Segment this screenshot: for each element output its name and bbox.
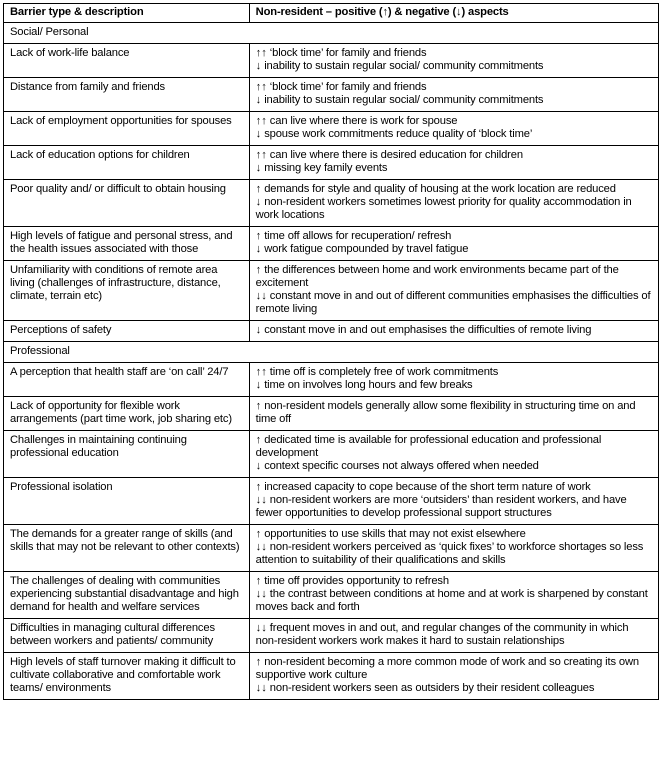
aspect-text: time off provides opportunity to refresh (261, 575, 449, 587)
aspect-text: inability to sustain regular social/ community commitments (261, 60, 544, 72)
aspects-cell (249, 525, 658, 572)
aspect-item (256, 541, 652, 567)
aspect-text: opportunities to use skills that may not exist elsewhere (261, 528, 526, 540)
barriers-table (3, 3, 659, 700)
aspects-cell (249, 431, 658, 478)
aspect-text: time off allows for recuperation/ refresh (261, 230, 452, 242)
aspects-cell (249, 478, 658, 525)
table-row (4, 525, 659, 572)
table-row (4, 78, 659, 112)
aspect-item (256, 366, 652, 379)
section-row (4, 23, 659, 44)
aspect-item (256, 460, 652, 473)
negative-arrow-icon: ↓↓ (255, 682, 267, 694)
barrier-cell: The challenges of dealing with communities experiencing substantial disadvantage and high demand for health and welfare services (4, 572, 250, 619)
section-title: Social/ Personal (4, 23, 659, 44)
positive-arrow-icon: ↑ (255, 656, 262, 668)
aspects-cell (249, 363, 658, 397)
aspect-text: constant move in and out of different communities emphasises the difficulties of remote living (255, 290, 651, 315)
aspects-cell (249, 227, 658, 261)
barrier-cell: Lack of employment opportunities for spouses (4, 112, 250, 146)
positive-arrow-icon: ↑ (255, 481, 262, 493)
aspects-cell (249, 78, 658, 112)
positive-arrow-icon: ↑ (255, 400, 262, 412)
aspect-text: time on involves long hours and few breaks (261, 379, 473, 391)
aspect-text: demands for style and quality of housing at the work location are reduced (261, 183, 616, 195)
negative-arrow-icon: ↓ (255, 379, 262, 391)
table-row (4, 363, 659, 397)
aspect-text: the differences between home and work environments became part of the excitement (255, 264, 619, 289)
barrier-cell: Lack of opportunity for flexible work arrangements (part time work, job sharing etc) (4, 397, 250, 431)
negative-arrow-icon: ↓↓ (255, 541, 267, 553)
aspect-text: non-resident workers seen as outsiders by their resident colleagues (266, 682, 595, 694)
table-row (4, 653, 659, 700)
table-row (4, 261, 659, 321)
positive-arrow-icon: ↑↑ (255, 366, 267, 378)
aspect-text: can live where there is work for spouse (266, 115, 458, 127)
negative-arrow-icon: ↓ (255, 162, 262, 174)
aspect-text: non-resident workers perceived as ‘quick fixes’ to workforce shortages so less attention to suitability of their qualifications and skills (255, 541, 644, 566)
barrier-cell: High levels of staff turnover making it difficult to cultivate collaborative and comfortable work teams/ environments (4, 653, 250, 700)
aspects-cell (249, 146, 658, 180)
aspect-text: non-resident workers are more ‘outsiders’ than resident workers, and have fewer opportunities to develop professional support structures (255, 494, 627, 519)
aspect-text: non-resident workers sometimes lowest priority for quality accommodation in work locations (255, 196, 632, 221)
table-row (4, 44, 659, 78)
aspect-text: the contrast between conditions at home and at work is sharpened by constant moves back and forth (255, 588, 648, 613)
aspect-text: constant move in and out emphasises the difficulties of remote living (261, 324, 592, 336)
negative-arrow-icon: ↓ (255, 94, 262, 106)
aspect-text: can live where there is desired education for children (266, 149, 523, 161)
negative-arrow-icon: ↓↓ (255, 290, 267, 302)
aspect-item (256, 196, 652, 222)
aspect-item (256, 243, 652, 256)
aspects-cell (249, 261, 658, 321)
aspect-item (256, 379, 652, 392)
aspects-cell (249, 44, 658, 78)
positive-arrow-icon: ↑ (255, 528, 262, 540)
table-row (4, 572, 659, 619)
aspect-text: missing key family events (261, 162, 388, 174)
aspect-text: ‘block time’ for family and friends (266, 81, 427, 93)
aspect-item (256, 162, 652, 175)
aspect-text: ‘block time’ for family and friends (266, 47, 427, 59)
aspect-item (256, 115, 652, 128)
aspect-text: context specific courses not always offered when needed (261, 460, 539, 472)
aspects-cell (249, 619, 658, 653)
aspect-item (256, 400, 652, 426)
barrier-cell: Challenges in maintaining continuing professional education (4, 431, 250, 478)
aspects-cell (249, 321, 658, 342)
aspect-item (256, 588, 652, 614)
section-row (4, 342, 659, 363)
negative-arrow-icon: ↓↓ (255, 494, 267, 506)
barrier-cell: A perception that health staff are ‘on call’ 24/7 (4, 363, 250, 397)
table-body (4, 23, 659, 700)
negative-arrow-icon: ↓↓ (255, 588, 267, 600)
table-row (4, 478, 659, 525)
table-row (4, 146, 659, 180)
barrier-cell: Poor quality and/ or difficult to obtain housing (4, 180, 250, 227)
positive-arrow-icon: ↑ (255, 183, 262, 195)
aspect-item (256, 183, 652, 196)
table-row (4, 112, 659, 146)
negative-arrow-icon: ↓↓ (255, 622, 267, 634)
aspect-item (256, 290, 652, 316)
aspect-text: frequent moves in and out, and regular changes of the community in which non-resident workers work makes it hard to sustain relationships (255, 622, 629, 647)
aspect-text: time off is completely free of work commitments (266, 366, 499, 378)
aspect-item (256, 81, 652, 94)
aspect-item (256, 128, 652, 141)
table-row (4, 397, 659, 431)
negative-arrow-icon: ↓ (255, 60, 262, 72)
aspect-item (256, 622, 652, 648)
negative-arrow-icon: ↓ (255, 324, 262, 336)
aspects-cell (249, 112, 658, 146)
positive-arrow-icon: ↑↑ (255, 149, 267, 161)
aspect-item (256, 434, 652, 460)
table-row (4, 180, 659, 227)
table-row (4, 431, 659, 478)
positive-arrow-icon: ↑↑ (255, 47, 267, 59)
aspect-item (256, 494, 652, 520)
aspect-text: work fatigue compounded by travel fatigue (261, 243, 469, 255)
aspects-cell (249, 397, 658, 431)
positive-arrow-icon: ↑ (255, 230, 262, 242)
positive-arrow-icon: ↑ (255, 264, 262, 276)
barrier-cell: Lack of work-life balance (4, 44, 250, 78)
aspect-item (256, 682, 652, 695)
section-title: Professional (4, 342, 659, 363)
negative-arrow-icon: ↓ (255, 128, 262, 140)
aspect-item (256, 481, 652, 494)
aspect-item (256, 324, 652, 337)
table-row (4, 227, 659, 261)
aspect-item (256, 656, 652, 682)
header-aspects: Non-resident – positive (↑) & negative (↓) aspects (249, 4, 658, 23)
aspect-text: increased capacity to cope because of the short term nature of work (261, 481, 591, 493)
aspect-item (256, 94, 652, 107)
table-row (4, 619, 659, 653)
positive-arrow-icon: ↑↑ (255, 115, 267, 127)
aspect-item (256, 528, 652, 541)
barrier-cell: Distance from family and friends (4, 78, 250, 112)
barrier-cell: Unfamiliarity with conditions of remote area living (challenges of infrastructure, distance, climate, terrain etc) (4, 261, 250, 321)
aspect-text: non-resident models generally allow some flexibility in structuring time on and time off (255, 400, 636, 425)
aspects-cell (249, 180, 658, 227)
barrier-cell: The demands for a greater range of skills (and skills that may not be relevant to other contexts) (4, 525, 250, 572)
aspects-cell (249, 653, 658, 700)
positive-arrow-icon: ↑↑ (255, 81, 267, 93)
barrier-cell: Difficulties in managing cultural differences between workers and patients/ community (4, 619, 250, 653)
header-barrier: Barrier type & description (4, 4, 250, 23)
aspect-text: dedicated time is available for professional education and professional development (255, 434, 602, 459)
aspect-item (256, 149, 652, 162)
negative-arrow-icon: ↓ (255, 196, 262, 208)
aspect-text: inability to sustain regular social/ community commitments (261, 94, 544, 106)
barrier-cell: High levels of fatigue and personal stress, and the health issues associated with those (4, 227, 250, 261)
positive-arrow-icon: ↑ (255, 575, 262, 587)
aspect-item (256, 230, 652, 243)
aspect-text: spouse work commitments reduce quality of ‘block time’ (261, 128, 533, 140)
positive-arrow-icon: ↑ (255, 434, 262, 446)
barrier-cell: Perceptions of safety (4, 321, 250, 342)
barrier-cell: Professional isolation (4, 478, 250, 525)
aspect-item (256, 47, 652, 60)
aspect-text: non-resident becoming a more common mode of work and so creating its own supportive work culture (255, 656, 639, 681)
negative-arrow-icon: ↓ (255, 460, 262, 472)
aspect-item (256, 264, 652, 290)
table-row (4, 321, 659, 342)
negative-arrow-icon: ↓ (255, 243, 262, 255)
barrier-cell: Lack of education options for children (4, 146, 250, 180)
aspect-item (256, 575, 652, 588)
aspect-item (256, 60, 652, 73)
header-row (4, 4, 659, 23)
aspects-cell (249, 572, 658, 619)
